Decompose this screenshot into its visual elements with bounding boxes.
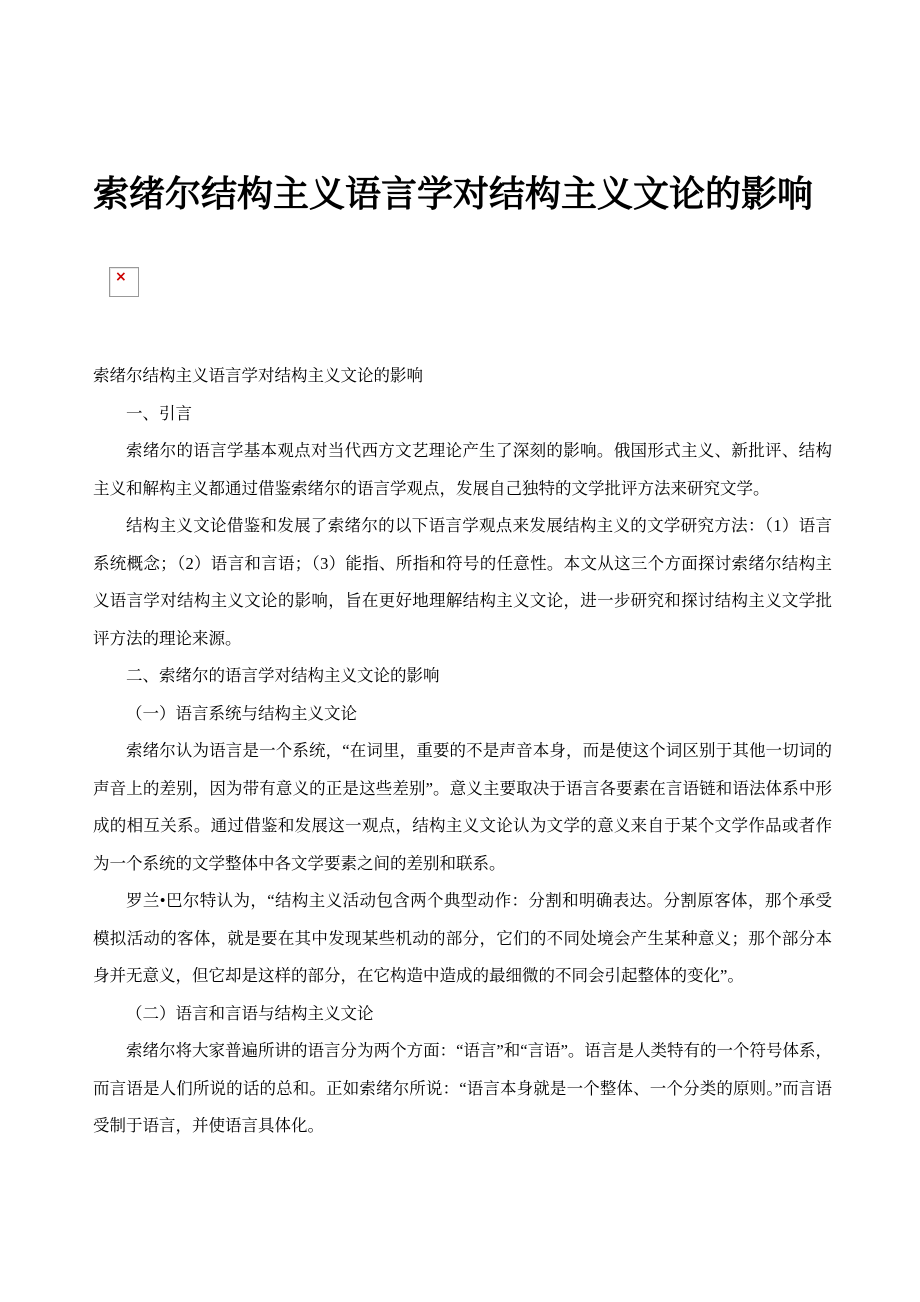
document-body — [93, 357, 832, 1145]
paragraph: 二、索绪尔的语言学对结构主义文论的影响 — [126, 666, 440, 685]
paragraph: 结构主义文论借鉴和发展了索绪尔的以下语言学观点来发展结构主义的文学研究方法：（1）语言系统概念；（2）语言和言语；（3）能指、所指和符号的任意性。本文从这三个方面探讨索绪尔结构主义语言学对结构主义文论的影响，旨在更好地理解结构主义文论，进一步研究和探讨结构主义文学批评方法的理论来源。 — [93, 516, 832, 648]
paragraph: （二）语言和言语与结构主义文论 — [126, 1003, 374, 1023]
paragraph: 罗兰•巴尔特认为，“结构主义活动包含两个典型动作：分割和明确表达。分割原客体，那个承受模拟活动的客体，就是要在其中发现某些机动的部分，它们的不同处境会产生某种意义；那个部分本身并无意义，但它却是这样的部分，在它构造中造成的最细微的不同会引起整体的变化”。 — [93, 891, 832, 985]
paragraph: （一）语言系统与结构主义文论 — [126, 703, 357, 723]
paragraph: 索绪尔认为语言是一个系统，“在词里，重要的不是声音本身，而是使这个词区别于其他一切词的声音上的差别，因为带有意义的正是这些差别”。意义主要取决于语言各要素在言语链和语法体系中形成的相互关系。通过借鉴和发展这一观点，结构主义文论认为文学的意义来自于某个文学作品或者作为一个系统的文学整体中各文学要素之间的差别和联系。 — [93, 741, 832, 873]
paragraph: 一、引言 — [126, 403, 192, 423]
document-title: 索绪尔结构主义语言学对结构主义文论的影响 — [93, 174, 814, 214]
broken-image-icon: × — [115, 269, 127, 285]
paragraph: 索绪尔将大家普遍所讲的语言分为两个方面：“语言”和“言语”。语言是人类特有的一个符号体系，而言语是人们所说的话的总和。正如索绪尔所说：“语言本身就是一个整体、一个分类的原则。”而言语受制于语言，并使语言具体化。 — [93, 1041, 832, 1135]
paragraph: 索绪尔结构主义语言学对结构主义文论的影响 — [93, 366, 423, 385]
broken-image-placeholder[interactable] — [109, 267, 139, 297]
paragraph: 索绪尔的语言学基本观点对当代西方文艺理论产生了深刻的影响。俄国形式主义、新批评、结构主义和解构主义都通过借鉴索绪尔的语言学观点，发展自己独特的文学批评方法来研究文学。 — [93, 441, 832, 498]
